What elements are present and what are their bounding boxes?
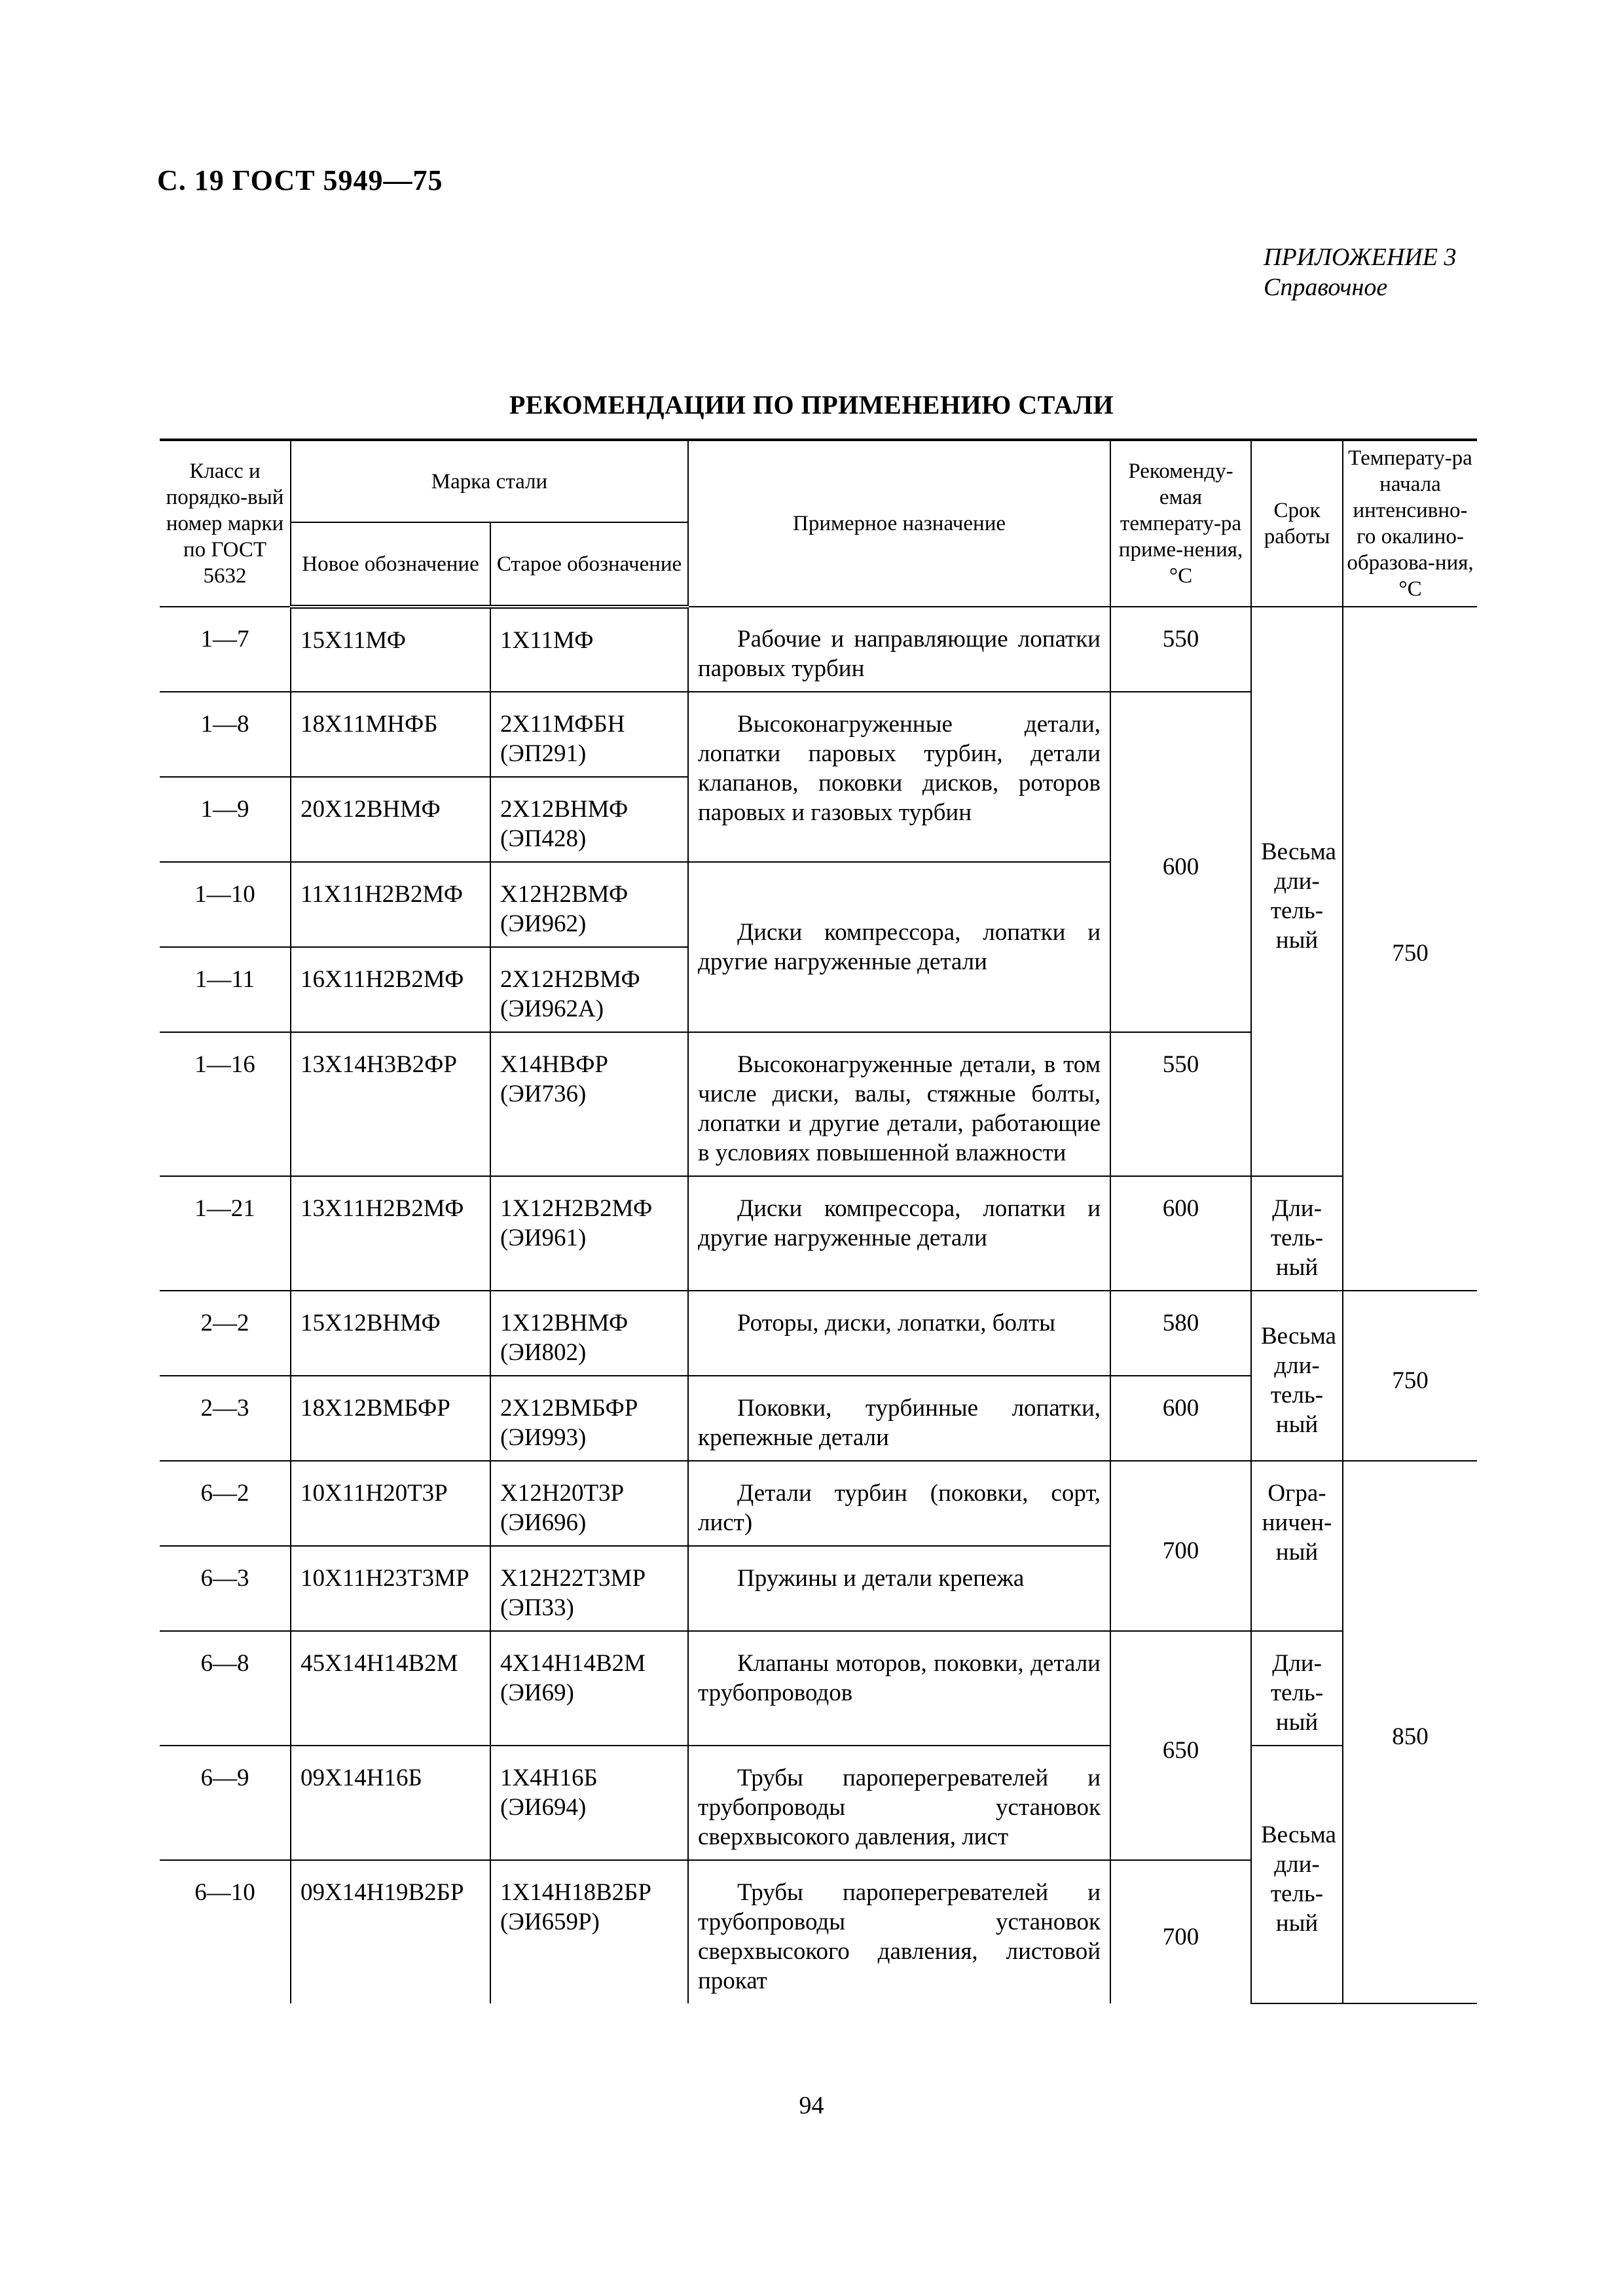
cell-new: 10Х11Н20Т3Р: [291, 1461, 490, 1546]
cell-class: 6—3: [160, 1546, 291, 1631]
cell-old: 2Х12Н2ВМФ (ЭИ962А): [490, 947, 688, 1032]
cell-new: 18Х11МНФБ: [291, 692, 490, 777]
cell-new: 15Х12ВНМФ: [291, 1291, 490, 1376]
cell-purpose: Трубы пароперегревателей и трубопроводы установок сверхвысокого давления, листовой прокат: [688, 1860, 1110, 2003]
table-row: [160, 1291, 1477, 1376]
cell-old: Х12Н20Т3Р (ЭИ696): [490, 1461, 688, 1546]
cell-new: 13Х14Н3В2ФР: [291, 1032, 490, 1176]
cell-temp: 550: [1110, 607, 1251, 692]
cell-class: 2—3: [160, 1376, 291, 1461]
recommendations-table: [160, 439, 1477, 2004]
cell-class: 6—2: [160, 1461, 291, 1546]
table-row: [160, 1176, 1477, 1291]
document-title: РЕКОМЕНДАЦИИ ПО ПРИМЕНЕНИЮ СТАЛИ: [509, 390, 1114, 420]
cell-purpose: Рабочие и направляющие лопатки паровых турбин: [688, 607, 1110, 692]
cell-purpose: Высоконагруженные детали, в том числе диски, валы, стяжные болты, лопатки и другие детали, работающие в условиях повышенной влажности: [688, 1032, 1110, 1176]
cell-old: 2Х12ВМБФР (ЭИ993): [490, 1376, 688, 1461]
table-row: [160, 1631, 1477, 1746]
cell-class: 6—8: [160, 1631, 291, 1746]
cell-class: 1—8: [160, 692, 291, 777]
cell-new: 16Х11Н2В2МФ: [291, 947, 490, 1032]
cell-old: 2Х11МФБН (ЭП291): [490, 692, 688, 777]
header-oxidation: Температу-ра начала интенсивно-го окалино-образова-ния, °С: [1343, 440, 1477, 607]
appendix-note: Справочное: [1264, 274, 1388, 301]
cell-temp: 600: [1110, 1176, 1251, 1291]
cell-class: 1—10: [160, 862, 291, 947]
appendix-title: ПРИЛОЖЕНИЕ 3: [1264, 243, 1457, 271]
cell-purpose: Роторы, диски, лопатки, болты: [688, 1291, 1110, 1376]
cell-term: Дли-тель-ный: [1251, 1631, 1343, 1746]
page-header: С. 19 ГОСТ 5949—75: [157, 164, 443, 196]
header-class: Класс и порядко-вый номер марки по ГОСТ 5632: [160, 440, 291, 607]
cell-oxidation: 850: [1343, 1461, 1477, 2003]
header-grade: Марка стали: [291, 440, 688, 522]
cell-temp: 550: [1110, 1032, 1251, 1176]
header-temp: Рекоменду-емая температу-ра приме-нения, °С: [1110, 440, 1251, 607]
cell-purpose: Высоконагруженные детали, лопатки паровых турбин, детали клапанов, поковки дисков, роторов паровых и газовых турбин: [688, 692, 1110, 862]
cell-old: 1Х12ВНМФ (ЭИ802): [490, 1291, 688, 1376]
cell-old: 1Х4Н16Б (ЭИ694): [490, 1746, 688, 1860]
cell-old: Х14НВФР (ЭИ736): [490, 1032, 688, 1176]
cell-term: Весьма дли-тель-ный: [1251, 1291, 1343, 1461]
header-purpose: Примерное назначение: [688, 440, 1110, 607]
cell-purpose: Трубы пароперегревателей и трубопроводы установок сверхвысокого давления, лист: [688, 1746, 1110, 1860]
cell-old: 1Х11МФ: [490, 607, 688, 692]
cell-class: 2—2: [160, 1291, 291, 1376]
cell-old: 4Х14Н14В2М (ЭИ69): [490, 1631, 688, 1746]
cell-new: 13Х11Н2В2МФ: [291, 1176, 490, 1291]
cell-class: 6—9: [160, 1746, 291, 1860]
cell-temp: 700: [1110, 1461, 1251, 1631]
cell-new: 18Х12ВМБФР: [291, 1376, 490, 1461]
cell-new: 20Х12ВНМФ: [291, 777, 490, 862]
cell-term: Весьма дли-тель-ный: [1251, 1746, 1343, 2003]
cell-class: 6—10: [160, 1860, 291, 2003]
cell-purpose: Детали турбин (поковки, сорт, лист): [688, 1461, 1110, 1546]
header-new: Новое обозначение: [291, 522, 490, 607]
cell-purpose: Диски компрессора, лопатки и другие нагруженные детали: [688, 862, 1110, 1032]
cell-temp: 700: [1110, 1860, 1251, 2003]
cell-old: Х12Н2ВМФ (ЭИ962): [490, 862, 688, 947]
table-row: [160, 1746, 1477, 1860]
page-number: 94: [799, 2092, 824, 2119]
cell-new: 15Х11МФ: [291, 607, 490, 692]
cell-new: 09Х14Н16Б: [291, 1746, 490, 1860]
cell-temp: 600: [1110, 1376, 1251, 1461]
cell-new: 11Х11Н2В2МФ: [291, 862, 490, 947]
cell-class: 1—21: [160, 1176, 291, 1291]
cell-class: 1—9: [160, 777, 291, 862]
steel-table: [160, 439, 1477, 2004]
cell-class: 1—11: [160, 947, 291, 1032]
header-term: Срок работы: [1251, 440, 1343, 607]
cell-old: 1Х12Н2В2МФ (ЭИ961): [490, 1176, 688, 1291]
cell-new: 45Х14Н14В2М: [291, 1631, 490, 1746]
cell-temp: 600: [1110, 692, 1251, 1032]
cell-new: 09Х14Н19В2БР: [291, 1860, 490, 2003]
cell-class: 1—7: [160, 607, 291, 692]
cell-purpose: Поковки, турбинные лопатки, крепежные детали: [688, 1376, 1110, 1461]
cell-term: Огра-ничен-ный: [1251, 1461, 1343, 1631]
cell-old: 2Х12ВНМФ (ЭП428): [490, 777, 688, 862]
cell-term: Дли-тель-ный: [1251, 1176, 1343, 1291]
cell-class: 1—16: [160, 1032, 291, 1176]
cell-old: 1Х14Н18В2БР (ЭИ659Р): [490, 1860, 688, 2003]
cell-term: Весьма дли-тель-ный: [1251, 607, 1343, 1176]
table-row: [160, 1461, 1477, 1546]
cell-purpose: Клапаны моторов, поковки, детали трубопроводов: [688, 1631, 1110, 1746]
header-old: Старое обозначение: [490, 522, 688, 607]
cell-oxidation: 750: [1343, 1291, 1477, 1461]
cell-new: 10Х11Н23Т3МР: [291, 1546, 490, 1631]
table-row: [160, 607, 1477, 692]
cell-old: Х12Н22Т3МР (ЭП33): [490, 1546, 688, 1631]
appendix-label: [1264, 242, 1456, 302]
cell-temp: 580: [1110, 1291, 1251, 1376]
cell-purpose: Пружины и детали крепежа: [688, 1546, 1110, 1631]
header-row: [160, 440, 1477, 522]
cell-temp: 650: [1110, 1631, 1251, 1860]
cell-oxidation: 750: [1343, 607, 1477, 1291]
cell-purpose: Диски компрессора, лопатки и другие нагруженные детали: [688, 1176, 1110, 1291]
